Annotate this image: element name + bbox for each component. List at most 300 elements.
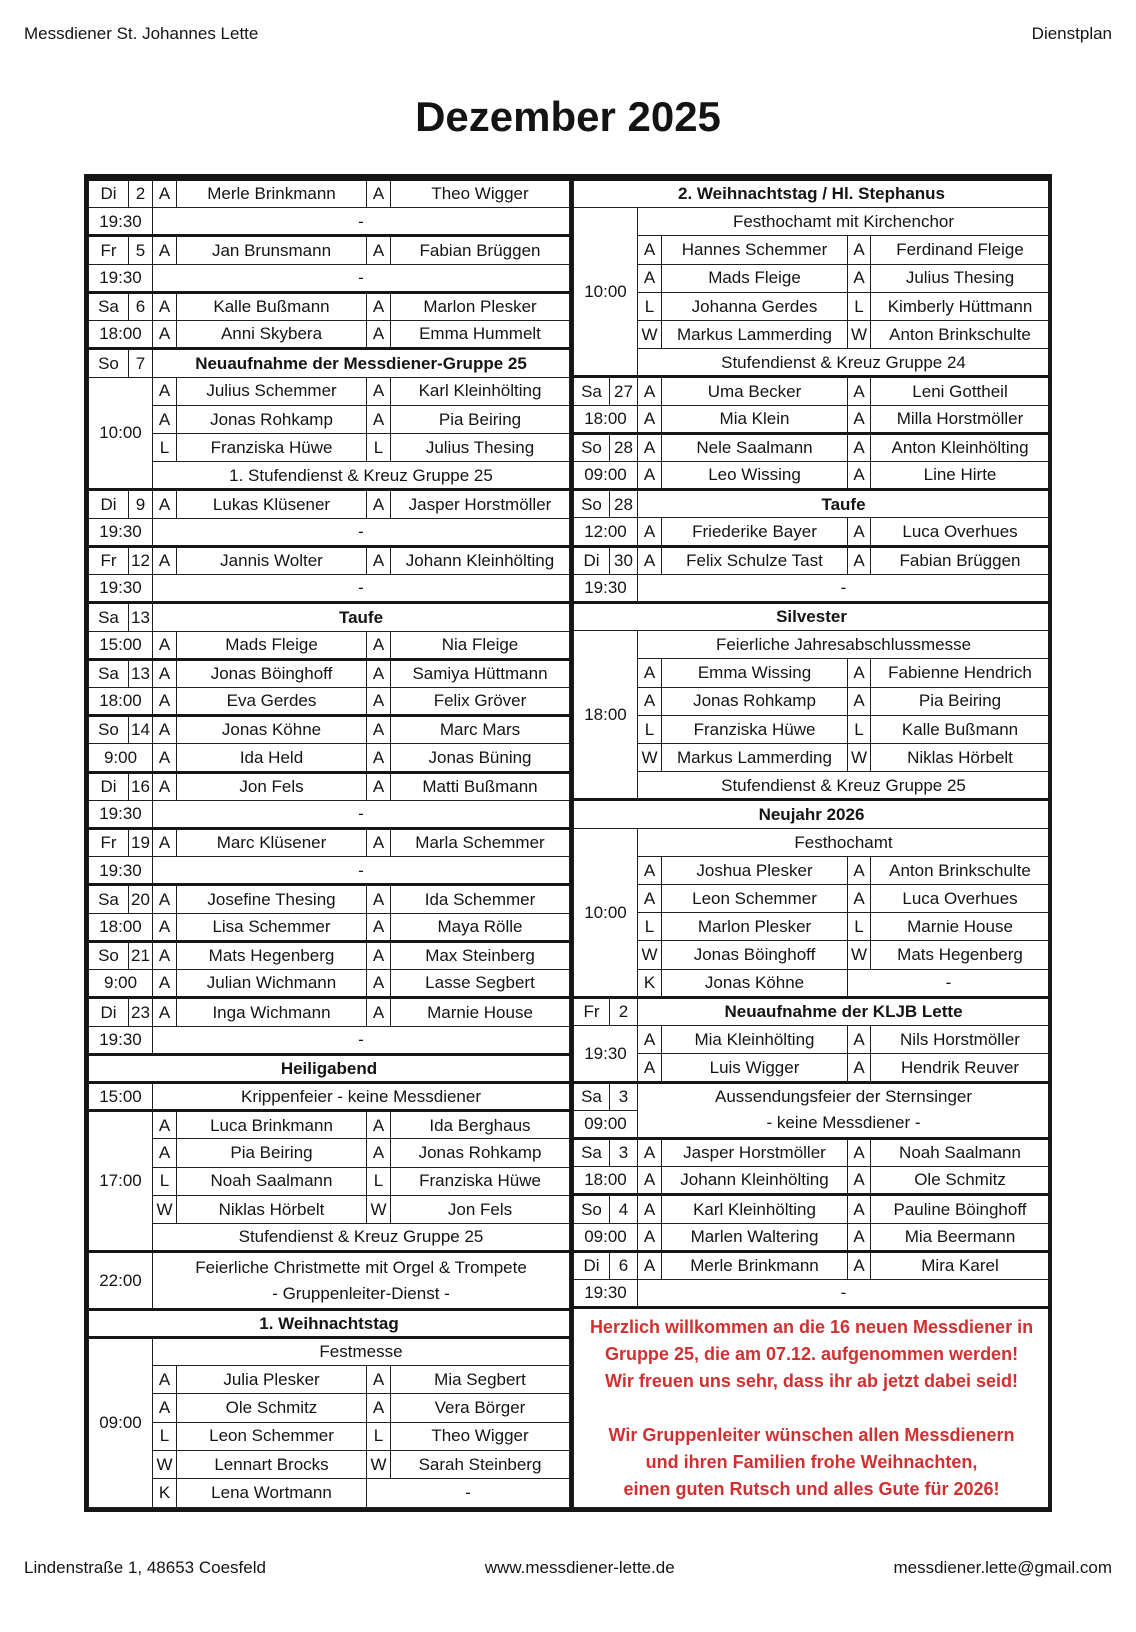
schedule-row <box>574 433 1050 461</box>
role-cell: A <box>848 462 871 490</box>
schedule-row <box>574 856 1050 884</box>
server-name-cell: Marlon Plesker <box>662 913 848 941</box>
time-cell: 19:30 <box>574 1026 638 1082</box>
role-cell: A <box>153 1139 177 1167</box>
service-description-cell: Aussendungsfeier der Sternsinger - keine Messdiener - <box>638 1082 1050 1138</box>
role-cell: A <box>367 292 391 320</box>
role-cell: W <box>848 321 871 349</box>
server-name-cell: Jannis Wolter <box>177 546 367 574</box>
server-name-cell: Markus Lammerding <box>662 744 848 772</box>
role-cell: L <box>848 292 871 320</box>
server-name-cell: Pia Beiring <box>391 405 570 433</box>
server-name-cell: Hannes Schemmer <box>662 236 848 264</box>
day-cell: Sa <box>89 659 129 687</box>
date-cell: 20 <box>129 885 153 913</box>
role-cell: L <box>638 715 662 743</box>
time-cell: 19:30 <box>89 800 153 828</box>
role-cell: A <box>848 433 871 461</box>
date-cell: 13 <box>129 603 153 631</box>
schedule-row <box>89 885 570 913</box>
role-cell: L <box>848 913 871 941</box>
schedule-row <box>89 377 570 405</box>
day-cell: So <box>89 941 129 969</box>
schedule-table <box>84 174 1052 1512</box>
server-name-cell: Jon Fels <box>177 772 367 800</box>
notice-cell: Herzlich willkommen an die 16 neuen Messdiener in Gruppe 25, die am 07.12. aufgenommen werden! Wir freuen uns sehr, dass ihr ab jetzt dabei seid! Wir Gruppenleiter wünschen allen Messdienern und ihren Familien frohe Weihnachten, einen guten Rutsch und alles Gute für 2026! <box>574 1308 1050 1508</box>
time-cell: 19:30 <box>89 208 153 236</box>
schedule-row <box>89 603 570 631</box>
server-name-cell: Mads Fleige <box>177 631 367 659</box>
date-cell: 21 <box>129 941 153 969</box>
schedule-row <box>574 377 1050 405</box>
role-cell: A <box>153 659 177 687</box>
date-cell: 5 <box>129 236 153 264</box>
role-cell: A <box>367 998 391 1026</box>
server-name-cell: Jonas Böinghoff <box>662 941 848 969</box>
server-name-cell: Pia Beiring <box>177 1139 367 1167</box>
role-cell: A <box>848 405 871 433</box>
role-cell: A <box>153 1394 177 1422</box>
role-cell: A <box>367 377 391 405</box>
schedule-row <box>574 180 1050 208</box>
schedule-row <box>574 772 1050 800</box>
schedule-row <box>574 546 1050 574</box>
server-name-cell: Ole Schmitz <box>871 1167 1050 1195</box>
server-name-cell: Noah Saalmann <box>871 1138 1050 1166</box>
server-name-cell: Fabian Brüggen <box>391 236 570 264</box>
schedule-row <box>574 1082 1050 1110</box>
schedule-row <box>574 490 1050 518</box>
server-name-cell: Lisa Schemmer <box>177 913 367 941</box>
schedule-row <box>89 1338 570 1366</box>
schedule-row <box>89 687 570 715</box>
server-name-cell: Jasper Horstmöller <box>662 1138 848 1166</box>
role-cell: A <box>367 687 391 715</box>
date-cell: 3 <box>610 1082 638 1110</box>
role-cell: A <box>638 236 662 264</box>
section-header-cell: Neuaufnahme der KLJB Lette <box>638 997 1050 1025</box>
server-name-cell: Leon Schemmer <box>662 885 848 913</box>
schedule-row <box>89 631 570 659</box>
role-cell: A <box>367 236 391 264</box>
role-cell: A <box>848 546 871 574</box>
time-cell: 18:00 <box>574 405 638 433</box>
schedule-row <box>89 1139 570 1167</box>
role-cell: A <box>367 744 391 772</box>
server-name-cell: Jan Brunsmann <box>177 236 367 264</box>
role-cell: A <box>367 405 391 433</box>
role-cell: A <box>367 716 391 744</box>
server-name-cell: Julius Schemmer <box>177 377 367 405</box>
schedule-row <box>89 744 570 772</box>
server-name-cell: Pauline Böinghoff <box>871 1195 1050 1223</box>
date-cell: 30 <box>610 546 638 574</box>
schedule-row <box>574 292 1050 320</box>
schedule-row <box>574 574 1050 602</box>
schedule-row <box>89 1224 570 1252</box>
role-cell: L <box>638 292 662 320</box>
server-name-cell: Line Hirte <box>871 462 1050 490</box>
role-cell: A <box>153 546 177 574</box>
time-cell: 09:00 <box>574 1110 638 1138</box>
schedule-row <box>89 1083 570 1111</box>
date-cell: 23 <box>129 998 153 1026</box>
section-header-cell: Heiligabend <box>89 1054 570 1082</box>
server-name-cell: Jonas Rohkamp <box>662 687 848 715</box>
server-name-cell: Marnie House <box>871 913 1050 941</box>
server-name-cell: Pia Beiring <box>871 687 1050 715</box>
schedule-row <box>574 349 1050 377</box>
role-cell: A <box>638 433 662 461</box>
server-name-cell: Uma Becker <box>662 377 848 405</box>
server-name-cell: Johanna Gerdes <box>662 292 848 320</box>
date-cell: 27 <box>610 377 638 405</box>
server-name-cell: Julius Thesing <box>391 433 570 461</box>
schedule-row <box>574 264 1050 292</box>
day-cell: Di <box>89 180 129 208</box>
role-cell: L <box>638 913 662 941</box>
section-header-cell: Silvester <box>574 603 1050 631</box>
role-cell: A <box>153 292 177 320</box>
server-name-cell: Kalle Bußmann <box>177 292 367 320</box>
role-cell: A <box>153 970 177 998</box>
role-cell: A <box>848 377 871 405</box>
time-cell: 9:00 <box>89 744 153 772</box>
role-cell: A <box>638 1054 662 1082</box>
date-cell: 28 <box>610 490 638 518</box>
schedule-row <box>89 800 570 828</box>
service-description-cell: Krippenfeier - keine Messdiener <box>153 1083 570 1111</box>
server-name-cell: Mats Hegenberg <box>871 941 1050 969</box>
time-cell: 18:00 <box>89 687 153 715</box>
schedule-row <box>89 433 570 461</box>
server-name-cell: Jonas Köhne <box>662 969 848 997</box>
organization-name: Messdiener St. Johannes Lette <box>24 24 259 43</box>
server-name-cell: Marc Mars <box>391 716 570 744</box>
schedule-row <box>89 575 570 603</box>
role-cell: A <box>848 659 871 687</box>
date-cell: 3 <box>610 1138 638 1166</box>
role-cell: A <box>367 546 391 574</box>
server-name-cell: Marnie House <box>391 998 570 1026</box>
role-cell: W <box>367 1195 391 1223</box>
schedule-row <box>574 1026 1050 1054</box>
server-name-cell: Jonas Büning <box>391 744 570 772</box>
server-name-cell: Leni Gottheil <box>871 377 1050 405</box>
role-cell: W <box>367 1450 391 1478</box>
role-cell: A <box>848 885 871 913</box>
server-name-cell: Jon Fels <box>391 1195 570 1223</box>
server-name-cell: Luca Brinkmann <box>177 1111 367 1139</box>
time-cell: 18:00 <box>89 913 153 941</box>
schedule-row <box>574 462 1050 490</box>
server-name-cell: Johann Kleinhölting <box>391 546 570 574</box>
time-cell: 15:00 <box>89 1083 153 1111</box>
server-name-cell: Mira Karel <box>871 1251 1050 1279</box>
role-cell: L <box>153 1422 177 1450</box>
document-type-label: Dienstplan <box>1031 24 1112 43</box>
role-cell: A <box>367 941 391 969</box>
schedule-row <box>574 1251 1050 1279</box>
server-name-cell: Julia Plesker <box>177 1366 367 1394</box>
role-cell: A <box>638 1026 662 1054</box>
empty-slot-cell: - <box>153 208 570 236</box>
schedule-row <box>89 998 570 1026</box>
role-cell: A <box>153 772 177 800</box>
server-name-cell: Ole Schmitz <box>177 1394 367 1422</box>
email-text: messdiener.lette@gmail.com <box>893 1558 1112 1577</box>
day-cell: Di <box>574 546 610 574</box>
server-name-cell: Max Steinberg <box>391 941 570 969</box>
day-cell: So <box>89 716 129 744</box>
role-cell: A <box>153 1366 177 1394</box>
schedule-row <box>89 236 570 264</box>
schedule-row <box>89 1309 570 1337</box>
role-cell: A <box>638 885 662 913</box>
server-name-cell: Jonas Rohkamp <box>177 405 367 433</box>
role-cell: A <box>153 236 177 264</box>
schedule-row <box>89 180 570 208</box>
schedule-row <box>89 490 570 518</box>
schedule-row <box>89 1054 570 1082</box>
schedule-row <box>89 716 570 744</box>
role-cell: A <box>367 490 391 518</box>
schedule-left-column <box>88 178 573 1508</box>
schedule-row <box>89 772 570 800</box>
server-name-cell: Jonas Böinghoff <box>177 659 367 687</box>
schedule-row <box>89 1394 570 1422</box>
schedule-row <box>89 1479 570 1508</box>
schedule-row <box>574 1223 1050 1251</box>
schedule-row <box>89 1422 570 1450</box>
role-cell: A <box>848 518 871 546</box>
day-cell: So <box>89 349 129 377</box>
role-cell: W <box>153 1450 177 1478</box>
server-name-cell: Vera Börger <box>391 1394 570 1422</box>
date-cell: 28 <box>610 433 638 461</box>
empty-slot-cell: - <box>153 857 570 885</box>
day-cell: So <box>574 433 610 461</box>
role-cell: A <box>638 518 662 546</box>
server-name-cell: Jasper Horstmöller <box>391 490 570 518</box>
schedule-row <box>574 1195 1050 1223</box>
role-cell: A <box>848 1195 871 1223</box>
schedule-row <box>574 828 1050 856</box>
server-name-cell: Niklas Hörbelt <box>871 744 1050 772</box>
date-cell: 14 <box>129 716 153 744</box>
server-name-cell: Theo Wigger <box>391 1422 570 1450</box>
role-cell: A <box>848 264 871 292</box>
date-cell: 7 <box>129 349 153 377</box>
server-name-cell: Marlen Waltering <box>662 1223 848 1251</box>
role-cell: A <box>153 744 177 772</box>
date-cell: 6 <box>610 1251 638 1279</box>
role-cell: L <box>153 1167 177 1195</box>
role-cell: A <box>153 180 177 208</box>
service-description-cell: Festmesse <box>153 1338 570 1366</box>
role-cell: A <box>848 1223 871 1251</box>
role-cell: A <box>153 405 177 433</box>
schedule-row <box>89 829 570 857</box>
schedule-row <box>574 603 1050 631</box>
server-name-cell: Franziska Hüwe <box>662 715 848 743</box>
server-name-cell: Anni Skybera <box>177 321 367 349</box>
schedule-row <box>89 518 570 546</box>
schedule-row <box>89 941 570 969</box>
role-cell: A <box>367 772 391 800</box>
time-cell: 22:00 <box>89 1252 153 1309</box>
role-cell: L <box>848 715 871 743</box>
schedule-row <box>574 715 1050 743</box>
schedule-row <box>89 462 570 490</box>
role-cell: A <box>153 1111 177 1139</box>
role-cell: A <box>367 1394 391 1422</box>
day-cell: So <box>574 1195 610 1223</box>
server-name-cell: Friederike Bayer <box>662 518 848 546</box>
role-cell: A <box>153 913 177 941</box>
role-cell: L <box>153 433 177 461</box>
server-name-cell: Anton Brinkschulte <box>871 321 1050 349</box>
server-name-cell: Maya Rölle <box>391 913 570 941</box>
time-cell: 09:00 <box>89 1338 153 1508</box>
server-name-cell: Karl Kleinhölting <box>391 377 570 405</box>
schedule-row <box>89 546 570 574</box>
server-name-cell: Leo Wissing <box>662 462 848 490</box>
role-cell: A <box>367 1139 391 1167</box>
server-name-cell: Kimberly Hüttmann <box>871 292 1050 320</box>
role-cell: A <box>153 631 177 659</box>
server-name-cell: Mia Beermann <box>871 1223 1050 1251</box>
time-cell: 10:00 <box>574 208 638 377</box>
server-name-cell: Franziska Hüwe <box>177 433 367 461</box>
schedule-row <box>574 687 1050 715</box>
server-name-cell: Hendrik Reuver <box>871 1054 1050 1082</box>
schedule-row <box>89 1195 570 1223</box>
role-cell: A <box>367 321 391 349</box>
schedule-right-column <box>573 178 1050 1508</box>
schedule-row <box>89 292 570 320</box>
empty-slot-cell: - <box>153 575 570 603</box>
role-cell: W <box>153 1195 177 1223</box>
role-cell: A <box>367 631 391 659</box>
time-cell: 09:00 <box>574 462 638 490</box>
schedule-row <box>89 857 570 885</box>
role-cell: A <box>367 1111 391 1139</box>
server-name-cell: Josefine Thesing <box>177 885 367 913</box>
date-cell: 9 <box>129 490 153 518</box>
server-name-cell: Ferdinand Fleige <box>871 236 1050 264</box>
server-name-cell: Mia Klein <box>662 405 848 433</box>
server-name-cell: Emma Wissing <box>662 659 848 687</box>
role-cell: A <box>848 1167 871 1195</box>
role-cell: A <box>848 856 871 884</box>
server-name-cell: Eva Gerdes <box>177 687 367 715</box>
schedule-row <box>574 941 1050 969</box>
role-cell: A <box>638 462 662 490</box>
time-cell: 18:00 <box>89 321 153 349</box>
schedule-row <box>574 631 1050 659</box>
empty-slot-cell: - <box>153 264 570 292</box>
server-name-cell: Luca Overhues <box>871 885 1050 913</box>
role-cell: A <box>638 264 662 292</box>
role-cell: A <box>848 1251 871 1279</box>
time-cell: 19:30 <box>89 264 153 292</box>
section-header-cell: Taufe <box>153 603 570 631</box>
role-cell: A <box>153 687 177 715</box>
document-header <box>0 0 1136 44</box>
server-name-cell: Lasse Segbert <box>391 970 570 998</box>
day-cell: Fr <box>89 829 129 857</box>
server-name-cell: Mia Kleinhölting <box>662 1026 848 1054</box>
time-cell: 9:00 <box>89 970 153 998</box>
role-cell: A <box>367 970 391 998</box>
day-cell: Sa <box>574 1082 610 1110</box>
empty-slot-cell: - <box>367 1479 570 1508</box>
role-cell: A <box>638 1138 662 1166</box>
server-name-cell: Mia Segbert <box>391 1366 570 1394</box>
server-name-cell: Marla Schemmer <box>391 829 570 857</box>
day-cell: Sa <box>89 603 129 631</box>
day-cell: Sa <box>89 885 129 913</box>
role-cell: A <box>638 1167 662 1195</box>
schedule-row <box>89 659 570 687</box>
time-cell: 19:30 <box>574 574 638 602</box>
schedule-row <box>574 885 1050 913</box>
day-cell: Di <box>89 998 129 1026</box>
role-cell: W <box>638 941 662 969</box>
schedule-row <box>574 1167 1050 1195</box>
schedule-row <box>574 744 1050 772</box>
server-name-cell: Merle Brinkmann <box>662 1251 848 1279</box>
role-cell: A <box>638 1195 662 1223</box>
server-name-cell: Samiya Hüttmann <box>391 659 570 687</box>
schedule-row <box>89 913 570 941</box>
server-name-cell: Felix Schulze Tast <box>662 546 848 574</box>
day-cell: Di <box>574 1251 610 1279</box>
service-description-cell: Festhochamt <box>638 828 1050 856</box>
server-name-cell: Johann Kleinhölting <box>662 1167 848 1195</box>
time-cell: 15:00 <box>89 631 153 659</box>
server-name-cell: Lukas Klüsener <box>177 490 367 518</box>
day-cell: Fr <box>89 546 129 574</box>
server-name-cell: Anton Brinkschulte <box>871 856 1050 884</box>
server-name-cell: Matti Bußmann <box>391 772 570 800</box>
server-name-cell: Julian Wichmann <box>177 970 367 998</box>
schedule-row <box>89 1252 570 1309</box>
role-cell: K <box>638 969 662 997</box>
role-cell: A <box>848 687 871 715</box>
role-cell: A <box>638 405 662 433</box>
day-cell: So <box>574 490 610 518</box>
time-cell: 17:00 <box>89 1111 153 1252</box>
schedule-row <box>89 1111 570 1139</box>
day-cell: Di <box>89 490 129 518</box>
server-name-cell: Kalle Bußmann <box>871 715 1050 743</box>
section-header-cell: Neujahr 2026 <box>574 800 1050 828</box>
server-name-cell: Luca Overhues <box>871 518 1050 546</box>
empty-slot-cell: - <box>638 574 1050 602</box>
server-name-cell: Franziska Hüwe <box>391 1167 570 1195</box>
schedule-row <box>574 913 1050 941</box>
service-description-cell: Feierliche Christmette mit Orgel & Trompete - Gruppenleiter-Dienst - <box>153 1252 570 1309</box>
schedule-row <box>574 1279 1050 1307</box>
role-cell: A <box>153 377 177 405</box>
role-cell: A <box>153 829 177 857</box>
time-cell: 18:00 <box>574 1167 638 1195</box>
schedule-row <box>574 236 1050 264</box>
time-cell: 19:30 <box>89 857 153 885</box>
empty-slot-cell: - <box>848 969 1050 997</box>
